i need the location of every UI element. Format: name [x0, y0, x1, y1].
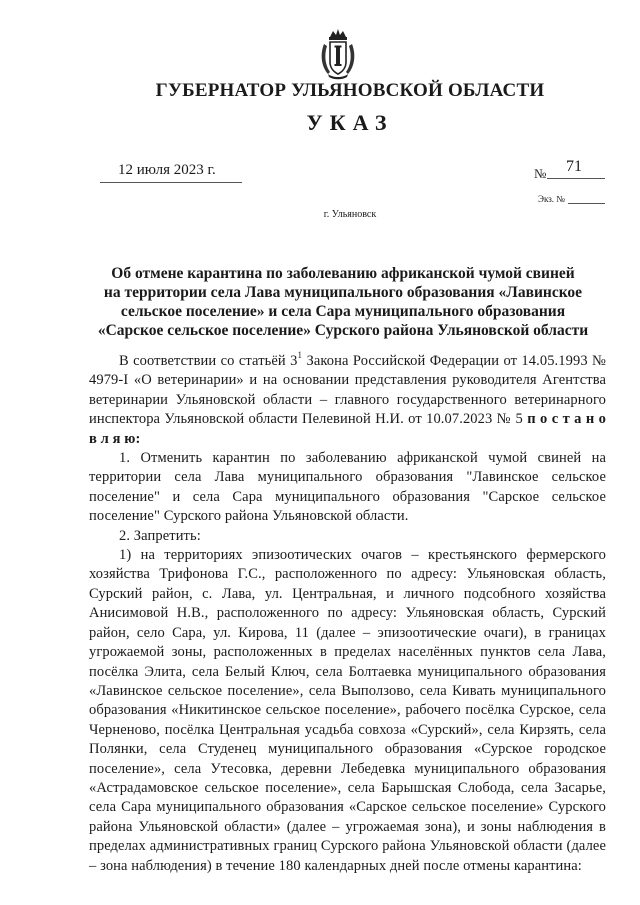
copy-number-label: Экз. №	[538, 194, 565, 204]
paragraph-text: Закона Российской Федерации от 14.05.1993 № 4979-I «О ветеринарии» и на основании представления руководителя Агентства ветеринарии Ульяновской области – главного государственного ветеринарного инспектора Ульяновской области Пелевиной Н.И. от 10.07.2023 № 5	[89, 353, 606, 428]
paragraph-text: 1. Отменить карантин по заболеванию африканской чумой свиней на территории села Лава муниципального образования "Лавинское сельское поселение" и села Сара муниципального образования "Сарское сельское поселение" Сурского района Ульяновской области.	[89, 450, 606, 525]
coat-of-arms-emblem	[318, 28, 358, 80]
date-underline	[100, 182, 242, 183]
title-line: «Сарское сельское поселение» Сурского района Ульяновской области	[97, 322, 589, 339]
city-label: г. Ульяновск	[323, 209, 377, 220]
document-title	[82, 264, 604, 340]
body-paragraph	[89, 449, 606, 527]
body-paragraph	[89, 527, 606, 546]
number-underline	[547, 178, 605, 179]
body-paragraph	[89, 352, 606, 449]
paragraph-text: 1) на территориях эпизоотических очагов – крестьянского фермерского хозяйства Трифонова Г.С., расположенного по адресу: Ульяновская область, Сурский район, с. Лава, ул. Центральная, и личного подсобного хозяйства Анисимовой Н.В., расположенного по адресу: Ульяновская область, Сурский район, село Сара, ул. Кирова, 11 (далее – эпизоотические очаги), в границах угрожаемой зоны, расположенных в пределах населённых пунктов села Лава, посёлка Элита, села Белый Ключ, села Болтаевка муниципального образования «Лавинское сельское поселение», села Выползово, села Кивать муниципального образования «Никитинское сельское поселение», рабочего посёлка Сурское, села Черненово, посёлка Центральная усадьба совхоза «Сурский», села Кирзять, села Полянки, села Студенец муниципального образования «Сурское городское поселение», села Утесовка, деревни Лебедевка муниципального образования «Астрадамовское сельское поселение», села Барышская Слобода, села Засарье, села Сара муниципального образования «Сарское сельское поселение» Сурского района Ульяновской области» (далее – угрожаемая зона), и зоны наблюдения в пределах административных границ Сурского района Ульяновской области (далее – зона наблюдения) в течение 180 календарных дней после отмены карантина:	[89, 547, 606, 874]
title-line: сельское поселение» и села Сара муниципального образования	[120, 303, 566, 320]
paragraph-text: В соответствии со статьёй 3	[119, 353, 298, 369]
bold-text: п о с т а н о в л я ю:	[89, 411, 606, 447]
superscript-text: 1	[297, 350, 303, 361]
issuer-heading: ГУБЕРНАТОР УЛЬЯНОВСКОЙ ОБЛАСТИ	[155, 80, 545, 101]
paragraph-text: 2. Запретить:	[119, 527, 201, 544]
document-number: 71	[566, 158, 582, 175]
document-type-heading: УКАЗ	[306, 110, 394, 135]
title-line: на территории села Лава муниципального образования «Лавинское	[103, 284, 583, 301]
document-date: 12 июля 2023 г.	[118, 162, 216, 178]
number-label: №	[534, 166, 547, 181]
body-paragraph	[89, 546, 606, 876]
document-body	[89, 352, 606, 876]
title-line: Об отмене карантина по заболеванию африканской чумой свиней	[111, 265, 575, 282]
copy-number-underline	[568, 203, 605, 204]
